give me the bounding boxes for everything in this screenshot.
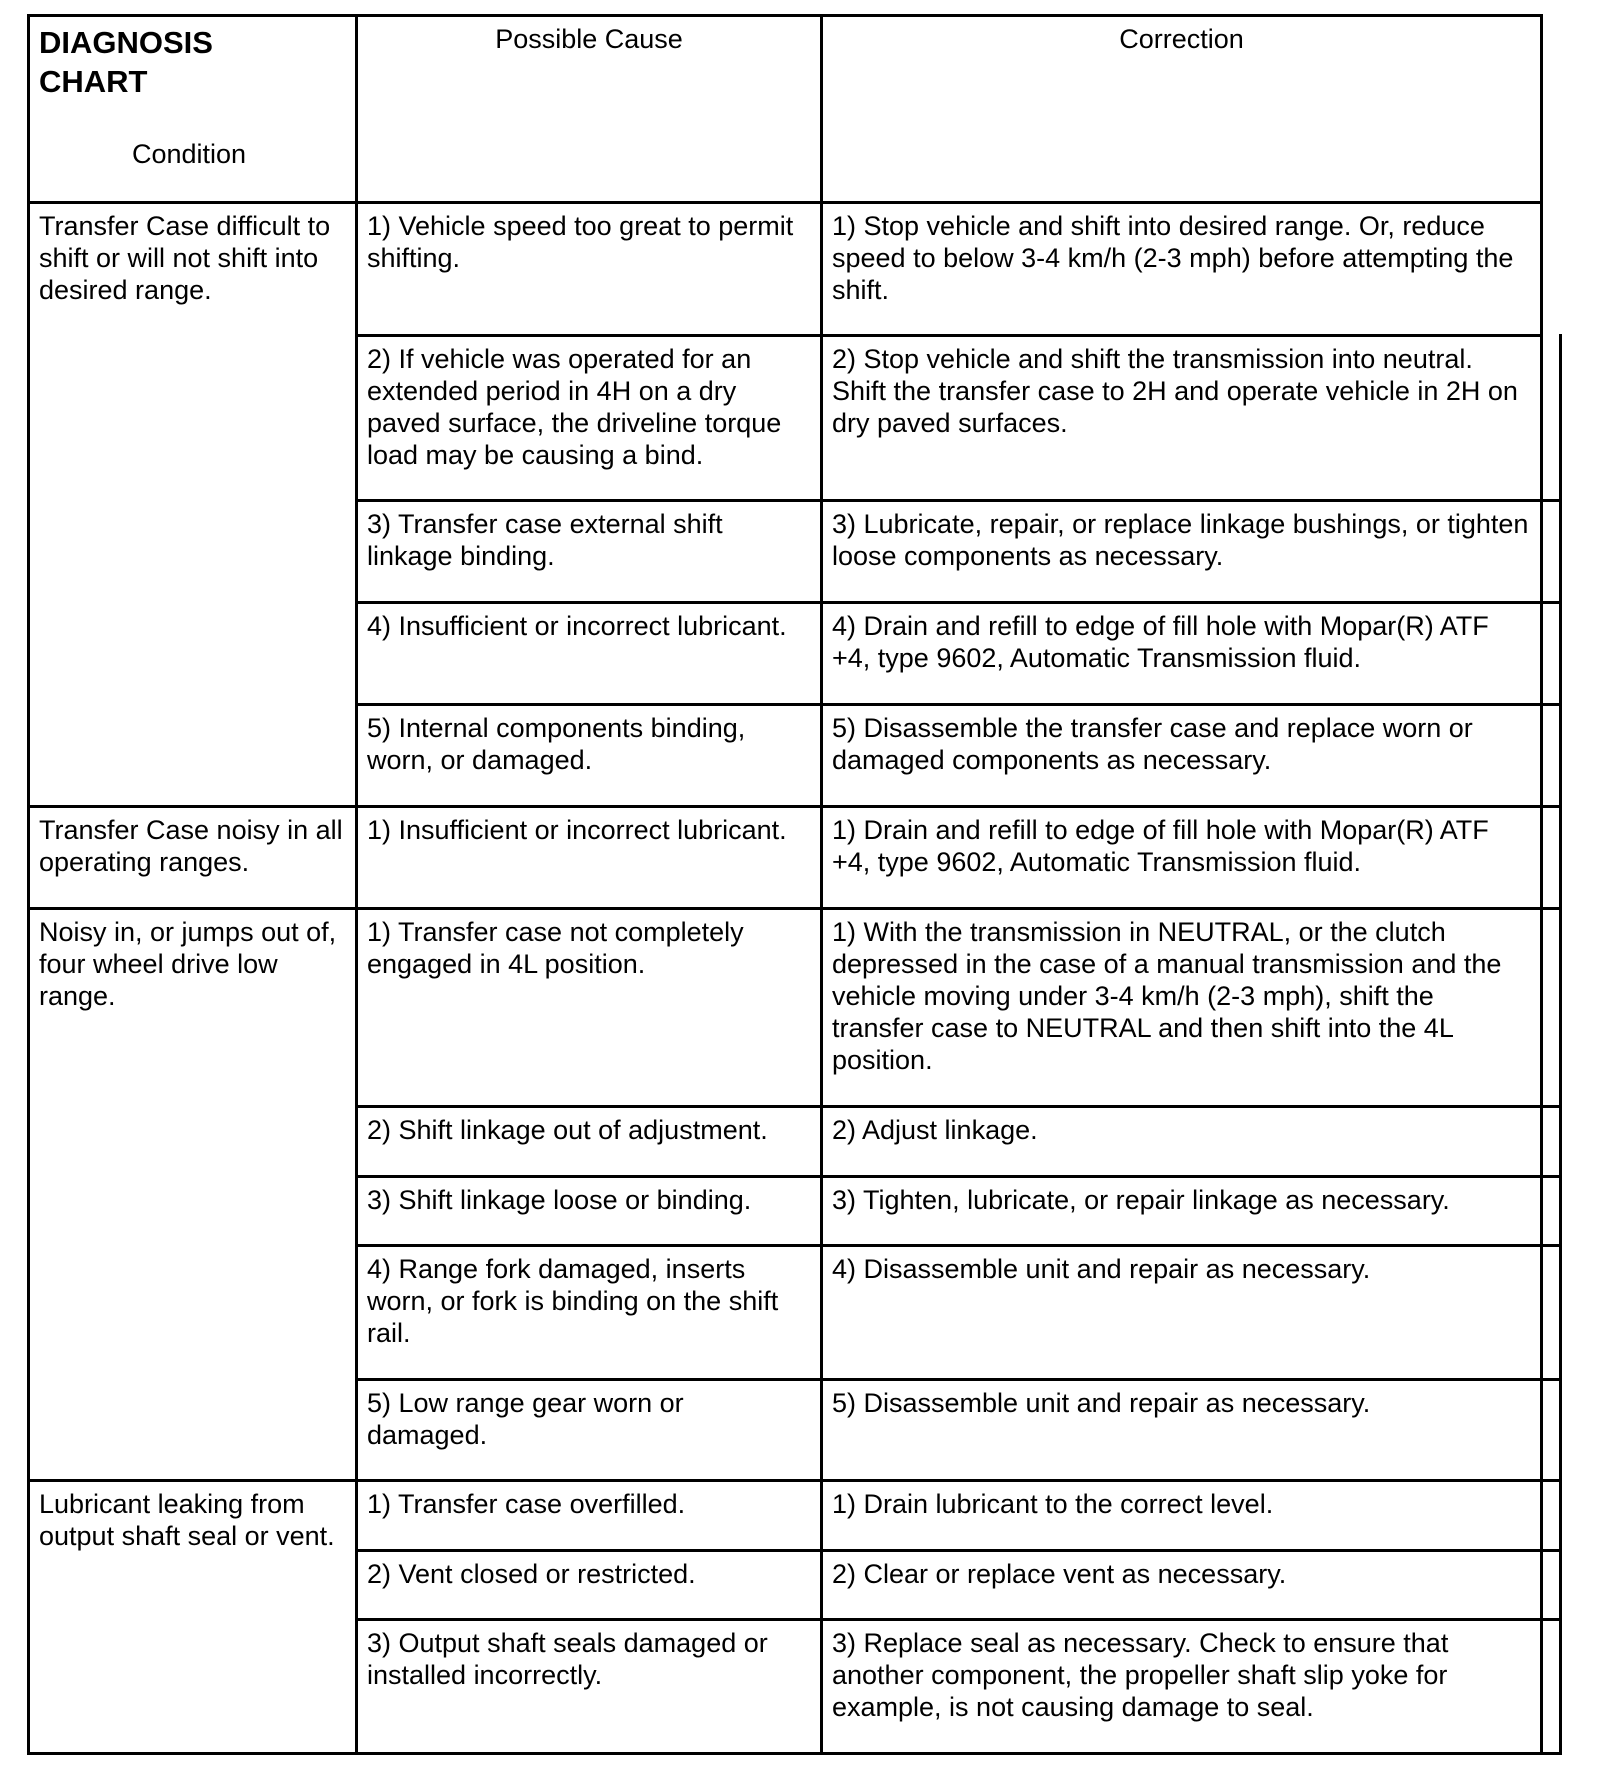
correction-cell: 3) Tighten, lubricate, or repair linkage as necessary.: [822, 1177, 1542, 1246]
right-border-stub: [1540, 1621, 1562, 1755]
cause-cell: 4) Range fork damaged, inserts worn, or fork is binding on the shift rail.: [357, 1246, 822, 1380]
right-border-stub: [1540, 1247, 1562, 1381]
right-border-stub: [1540, 808, 1562, 910]
condition-cell: Noisy in, or jumps out of, four wheel drive low range.: [29, 909, 357, 1481]
correction-cell: 2) Stop vehicle and shift the transmission into neutral. Shift the transfer case to 2H and operate vehicle in 2H on dry paved surfaces.: [822, 336, 1542, 501]
correction-cell: 1) Stop vehicle and shift into desired range. Or, reduce speed to below 3-4 km/h (2-3 mph) before attempting the shift.: [822, 203, 1542, 336]
correction-column-header: Correction: [1119, 24, 1244, 54]
right-border-stub: [1540, 502, 1562, 604]
condition-cell: Transfer Case noisy in all operating ranges.: [29, 807, 357, 909]
correction-cell: 4) Drain and refill to edge of fill hole with Mopar(R) ATF +4, type 9602, Automatic Transmission fluid.: [822, 603, 1542, 705]
cause-cell: 1) Insufficient or incorrect lubricant.: [357, 807, 822, 909]
cause-cell: 3) Output shaft seals damaged or installed incorrectly.: [357, 1620, 822, 1754]
condition-column-header: Condition: [132, 139, 247, 169]
cause-cell: 2) Vent closed or restricted.: [357, 1551, 822, 1620]
right-border-stub: [1540, 1552, 1562, 1621]
correction-cell: 1) With the transmission in NEUTRAL, or the clutch depressed in the case of a manual transmission and the vehicle moving under 3-4 km/h (2-3 mph), shift the transfer case to NEUTRAL and then shift into the 4L position.: [822, 909, 1542, 1107]
correction-cell: 1) Drain and refill to edge of fill hole with Mopar(R) ATF +4, type 9602, Automatic Transmission fluid.: [822, 807, 1542, 909]
correction-cell: 5) Disassemble unit and repair as necessary.: [822, 1380, 1542, 1481]
cause-column-header: Possible Cause: [495, 24, 683, 54]
chart-title-line1: DIAGNOSIS: [39, 25, 213, 60]
cause-cell: 4) Insufficient or incorrect lubricant.: [357, 603, 822, 705]
correction-cell: 1) Drain lubricant to the correct level.: [822, 1481, 1542, 1551]
table-row: [29, 203, 1542, 336]
condition-header-cell: [29, 16, 357, 203]
cause-cell: 1) Vehicle speed too great to permit shifting.: [357, 203, 822, 336]
diagnosis-chart-table: [27, 14, 1543, 1755]
correction-cell: 4) Disassemble unit and repair as necessary.: [822, 1246, 1542, 1380]
right-border-stub: [1540, 1381, 1562, 1482]
correction-cell: 5) Disassemble the transfer case and replace worn or damaged components as necessary.: [822, 705, 1542, 807]
chart-title-line2: CHART: [39, 64, 148, 99]
table-row: [29, 909, 1542, 1107]
correction-header-cell: [822, 16, 1542, 203]
cause-cell: 3) Shift linkage loose or binding.: [357, 1177, 822, 1246]
table-row: [29, 807, 1542, 909]
right-border-stub: [1540, 334, 1562, 502]
cause-cell: 2) If vehicle was operated for an extended period in 4H on a dry paved surface, the driveline torque load may be causing a bind.: [357, 336, 822, 501]
cause-cell: 3) Transfer case external shift linkage binding.: [357, 501, 822, 603]
right-border-stub: [1540, 1178, 1562, 1247]
correction-cell: 3) Replace seal as necessary. Check to ensure that another component, the propeller shaft slip yoke for example, is not causing damage to seal.: [822, 1620, 1542, 1754]
cause-header-cell: [357, 16, 822, 203]
correction-cell: 3) Lubricate, repair, or replace linkage bushings, or tighten loose components as necessary.: [822, 501, 1542, 603]
right-border-stub: [1540, 1108, 1562, 1178]
header-row: [29, 16, 1542, 203]
table-row: [29, 1481, 1542, 1551]
correction-cell: 2) Adjust linkage.: [822, 1107, 1542, 1177]
cause-cell: 5) Internal components binding, worn, or damaged.: [357, 705, 822, 807]
condition-cell: Lubricant leaking from output shaft seal or vent.: [29, 1481, 357, 1754]
cause-cell: 1) Transfer case overfilled.: [357, 1481, 822, 1551]
cause-cell: 1) Transfer case not completely engaged in 4L position.: [357, 909, 822, 1107]
right-border-stub: [1540, 1482, 1562, 1552]
condition-cell: Transfer Case difficult to shift or will not shift into desired range.: [29, 203, 357, 807]
right-border-stub: [1540, 604, 1562, 706]
right-border-stub: [1540, 910, 1562, 1108]
cause-cell: 5) Low range gear worn or damaged.: [357, 1380, 822, 1481]
correction-cell: 2) Clear or replace vent as necessary.: [822, 1551, 1542, 1620]
cause-cell: 2) Shift linkage out of adjustment.: [357, 1107, 822, 1177]
right-border-stub: [1540, 706, 1562, 808]
